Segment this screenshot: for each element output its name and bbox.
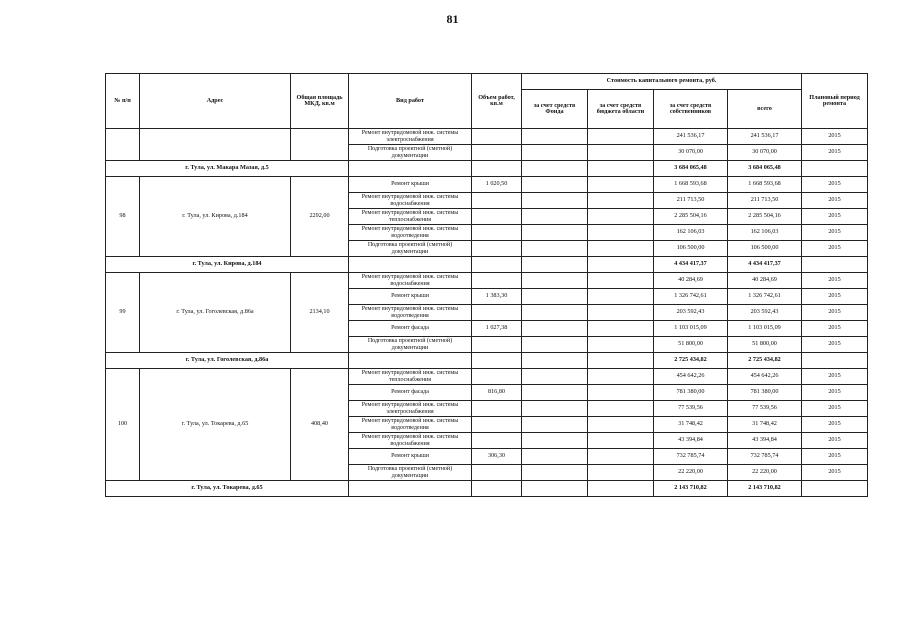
period-cell: 2015 [802, 321, 868, 337]
volume-cell: 1 383,30 [472, 289, 522, 305]
fund-cell [522, 353, 588, 369]
volume-cell [472, 273, 522, 289]
work-type-cell: Ремонт внутридомовой инж. системы водоснабжения [349, 273, 472, 289]
table-row [106, 129, 868, 145]
total-cell: 77 539,56 [728, 401, 802, 417]
fund-cell [522, 449, 588, 465]
work-type-cell: Подготовка проектной (сметной) документации [349, 145, 472, 161]
region-cell [588, 289, 654, 305]
header-work-type: Вид работ [349, 74, 472, 129]
region-cell [588, 481, 654, 497]
period-cell: 2015 [802, 449, 868, 465]
total-cell: 30 070,00 [728, 145, 802, 161]
period-cell [802, 353, 868, 369]
work-type-cell [349, 353, 472, 369]
owners-cell: 30 070,00 [654, 145, 728, 161]
owners-cell: 162 106,03 [654, 225, 728, 241]
region-cell [588, 257, 654, 273]
fund-cell [522, 305, 588, 321]
work-type-cell [349, 481, 472, 497]
owners-cell: 241 536,17 [654, 129, 728, 145]
work-type-cell [349, 161, 472, 177]
volume-cell [472, 129, 522, 145]
region-cell [588, 417, 654, 433]
total-cell: 162 106,03 [728, 225, 802, 241]
volume-cell [472, 433, 522, 449]
area-cell: 2134,10 [291, 273, 349, 353]
total-cell: 732 785,74 [728, 449, 802, 465]
volume-cell: 816,80 [472, 385, 522, 401]
table-row [106, 273, 868, 289]
fund-cell [522, 369, 588, 385]
period-cell [802, 481, 868, 497]
address-cell: г. Тула, ул. Гоголевская, д.86а [140, 273, 291, 353]
address-total-label: г. Тула, ул. Кирова, д.184 [106, 257, 349, 273]
table-row [106, 177, 868, 193]
period-cell: 2015 [802, 129, 868, 145]
work-type-cell: Подготовка проектной (сметной) документации [349, 465, 472, 481]
period-cell: 2015 [802, 465, 868, 481]
work-type-cell: Ремонт внутридомовой инж. системы водоотведения [349, 305, 472, 321]
fund-cell [522, 209, 588, 225]
table-body [106, 129, 868, 497]
work-type-cell: Ремонт внутридомовой инж. системы теплоснабжения [349, 209, 472, 225]
fund-cell [522, 225, 588, 241]
total-cell: 203 592,43 [728, 305, 802, 321]
volume-cell: 306,30 [472, 449, 522, 465]
address-total-row [106, 257, 868, 273]
owners-cell: 211 713,50 [654, 193, 728, 209]
volume-cell [472, 369, 522, 385]
region-cell [588, 321, 654, 337]
grand-total-cell: 2 725 434,82 [728, 353, 802, 369]
area-cell [291, 129, 349, 161]
period-cell: 2015 [802, 337, 868, 353]
owners-cell: 454 642,26 [654, 369, 728, 385]
fund-cell [522, 145, 588, 161]
owners-cell: 1 668 593,68 [654, 177, 728, 193]
header-address: Адрес [140, 74, 291, 129]
owners-total-cell: 2 725 434,82 [654, 353, 728, 369]
address-total-row [106, 353, 868, 369]
owners-cell: 2 285 504,16 [654, 209, 728, 225]
owners-cell: 106 500,00 [654, 241, 728, 257]
address-total-label: г. Тула, ул. Гоголевская, д.86а [106, 353, 349, 369]
volume-cell [472, 193, 522, 209]
owners-cell: 77 539,56 [654, 401, 728, 417]
region-cell [588, 209, 654, 225]
work-type-cell: Ремонт крыши [349, 449, 472, 465]
owners-cell: 732 785,74 [654, 449, 728, 465]
volume-cell [472, 401, 522, 417]
volume-cell [472, 481, 522, 497]
area-cell: 408,40 [291, 369, 349, 481]
region-cell [588, 305, 654, 321]
area-cell: 2292,00 [291, 177, 349, 257]
work-type-cell: Подготовка проектной (сметной) документации [349, 241, 472, 257]
row-number [106, 129, 140, 161]
fund-cell [522, 241, 588, 257]
region-cell [588, 193, 654, 209]
work-type-cell: Ремонт внутридомовой инж. системы водоотведения [349, 417, 472, 433]
region-cell [588, 337, 654, 353]
region-cell [588, 177, 654, 193]
volume-cell: 1 020,50 [472, 177, 522, 193]
owners-cell: 43 394,84 [654, 433, 728, 449]
fund-cell [522, 401, 588, 417]
volume-cell [472, 353, 522, 369]
period-cell [802, 257, 868, 273]
total-cell: 241 536,17 [728, 129, 802, 145]
region-cell [588, 129, 654, 145]
address-cell [140, 129, 291, 161]
period-cell: 2015 [802, 273, 868, 289]
period-cell: 2015 [802, 209, 868, 225]
address-total-row [106, 161, 868, 177]
fund-cell [522, 193, 588, 209]
period-cell: 2015 [802, 369, 868, 385]
header-owners: за счет средств собственников [654, 90, 728, 129]
owners-cell: 40 284,69 [654, 273, 728, 289]
header-cost-group: Стоимость капитального ремонта, руб. [522, 74, 802, 90]
region-cell [588, 353, 654, 369]
work-type-cell: Ремонт внутридомовой инж. системы электроснабжения [349, 401, 472, 417]
total-cell: 51 800,00 [728, 337, 802, 353]
total-cell: 1 326 742,61 [728, 289, 802, 305]
fund-cell [522, 433, 588, 449]
volume-cell [472, 161, 522, 177]
period-cell: 2015 [802, 193, 868, 209]
fund-cell [522, 417, 588, 433]
region-cell [588, 433, 654, 449]
period-cell: 2015 [802, 289, 868, 305]
total-cell: 106 500,00 [728, 241, 802, 257]
total-cell: 2 285 504,16 [728, 209, 802, 225]
period-cell: 2015 [802, 385, 868, 401]
total-cell: 211 713,50 [728, 193, 802, 209]
work-type-cell: Ремонт крыши [349, 177, 472, 193]
region-cell [588, 161, 654, 177]
work-type-cell: Ремонт фасада [349, 385, 472, 401]
volume-cell [472, 337, 522, 353]
owners-cell: 1 103 015,09 [654, 321, 728, 337]
fund-cell [522, 289, 588, 305]
fund-cell [522, 129, 588, 145]
fund-cell [522, 465, 588, 481]
row-number: 99 [106, 273, 140, 353]
grand-total-cell: 2 143 710,82 [728, 481, 802, 497]
grand-total-cell: 3 684 065,48 [728, 161, 802, 177]
total-cell: 1 668 593,68 [728, 177, 802, 193]
volume-cell [472, 145, 522, 161]
period-cell: 2015 [802, 145, 868, 161]
period-cell: 2015 [802, 433, 868, 449]
total-cell: 40 284,69 [728, 273, 802, 289]
work-type-cell [349, 257, 472, 273]
owners-cell: 1 326 742,61 [654, 289, 728, 305]
region-cell [588, 385, 654, 401]
fund-cell [522, 273, 588, 289]
owners-cell: 203 592,43 [654, 305, 728, 321]
address-cell: г. Тула, ул. Кирова, д.184 [140, 177, 291, 257]
owners-cell: 22 220,00 [654, 465, 728, 481]
row-number: 100 [106, 369, 140, 481]
table-row [106, 369, 868, 385]
volume-cell [472, 241, 522, 257]
period-cell [802, 161, 868, 177]
region-cell [588, 145, 654, 161]
volume-cell [472, 465, 522, 481]
capital-repair-table [105, 73, 868, 497]
row-number: 98 [106, 177, 140, 257]
address-total-row [106, 481, 868, 497]
total-cell: 43 394,84 [728, 433, 802, 449]
owners-cell: 31 748,42 [654, 417, 728, 433]
grand-total-cell: 4 434 417,37 [728, 257, 802, 273]
owners-total-cell: 3 684 065,48 [654, 161, 728, 177]
region-cell [588, 449, 654, 465]
header-fund: за счет средств Фонда [522, 90, 588, 129]
fund-cell [522, 321, 588, 337]
header-num: № п/п [106, 74, 140, 129]
owners-total-cell: 2 143 710,82 [654, 481, 728, 497]
page-number: 81 [446, 12, 459, 26]
work-type-cell: Ремонт внутридомовой инж. системы теплоснабжения [349, 369, 472, 385]
header-period: Плановый период ремонта [802, 74, 868, 129]
total-cell: 454 642,26 [728, 369, 802, 385]
fund-cell [522, 481, 588, 497]
region-cell [588, 273, 654, 289]
volume-cell [472, 257, 522, 273]
work-type-cell: Ремонт внутридомовой инж. системы водоотведения [349, 225, 472, 241]
header-volume: Объем работ, кв.м [472, 74, 522, 129]
work-type-cell: Ремонт внутридомовой инж. системы электроснабжения [349, 129, 472, 145]
volume-cell [472, 209, 522, 225]
work-type-cell: Подготовка проектной (сметной) документации [349, 337, 472, 353]
region-cell [588, 241, 654, 257]
region-cell [588, 369, 654, 385]
work-type-cell: Ремонт крыши [349, 289, 472, 305]
total-cell: 1 103 015,09 [728, 321, 802, 337]
total-cell: 31 748,42 [728, 417, 802, 433]
volume-cell: 1 027,38 [472, 321, 522, 337]
address-cell: г. Тула, ул. Токарева, д.65 [140, 369, 291, 481]
fund-cell [522, 177, 588, 193]
work-type-cell: Ремонт внутридомовой инж. системы водоснабжения [349, 433, 472, 449]
volume-cell [472, 305, 522, 321]
fund-cell [522, 385, 588, 401]
fund-cell [522, 161, 588, 177]
period-cell: 2015 [802, 417, 868, 433]
work-type-cell: Ремонт фасада [349, 321, 472, 337]
region-cell [588, 401, 654, 417]
volume-cell [472, 225, 522, 241]
period-cell: 2015 [802, 225, 868, 241]
header-total: всего [728, 90, 802, 129]
total-cell: 22 220,00 [728, 465, 802, 481]
owners-total-cell: 4 434 417,37 [654, 257, 728, 273]
fund-cell [522, 257, 588, 273]
owners-cell: 781 380,00 [654, 385, 728, 401]
work-type-cell: Ремонт внутридомовой инж. системы водоснабжения [349, 193, 472, 209]
period-cell: 2015 [802, 241, 868, 257]
address-total-label: г. Тула, ул. Макара Мазая, д.5 [106, 161, 349, 177]
address-total-label: г. Тула, ул. Токарева, д.65 [106, 481, 349, 497]
header-region: за счет средств бюджета области [588, 90, 654, 129]
period-cell: 2015 [802, 401, 868, 417]
period-cell: 2015 [802, 305, 868, 321]
owners-cell: 51 800,00 [654, 337, 728, 353]
header-area: Общая площадь МКД, кв.м [291, 74, 349, 129]
region-cell [588, 225, 654, 241]
fund-cell [522, 337, 588, 353]
total-cell: 781 380,00 [728, 385, 802, 401]
volume-cell [472, 417, 522, 433]
region-cell [588, 465, 654, 481]
period-cell: 2015 [802, 177, 868, 193]
